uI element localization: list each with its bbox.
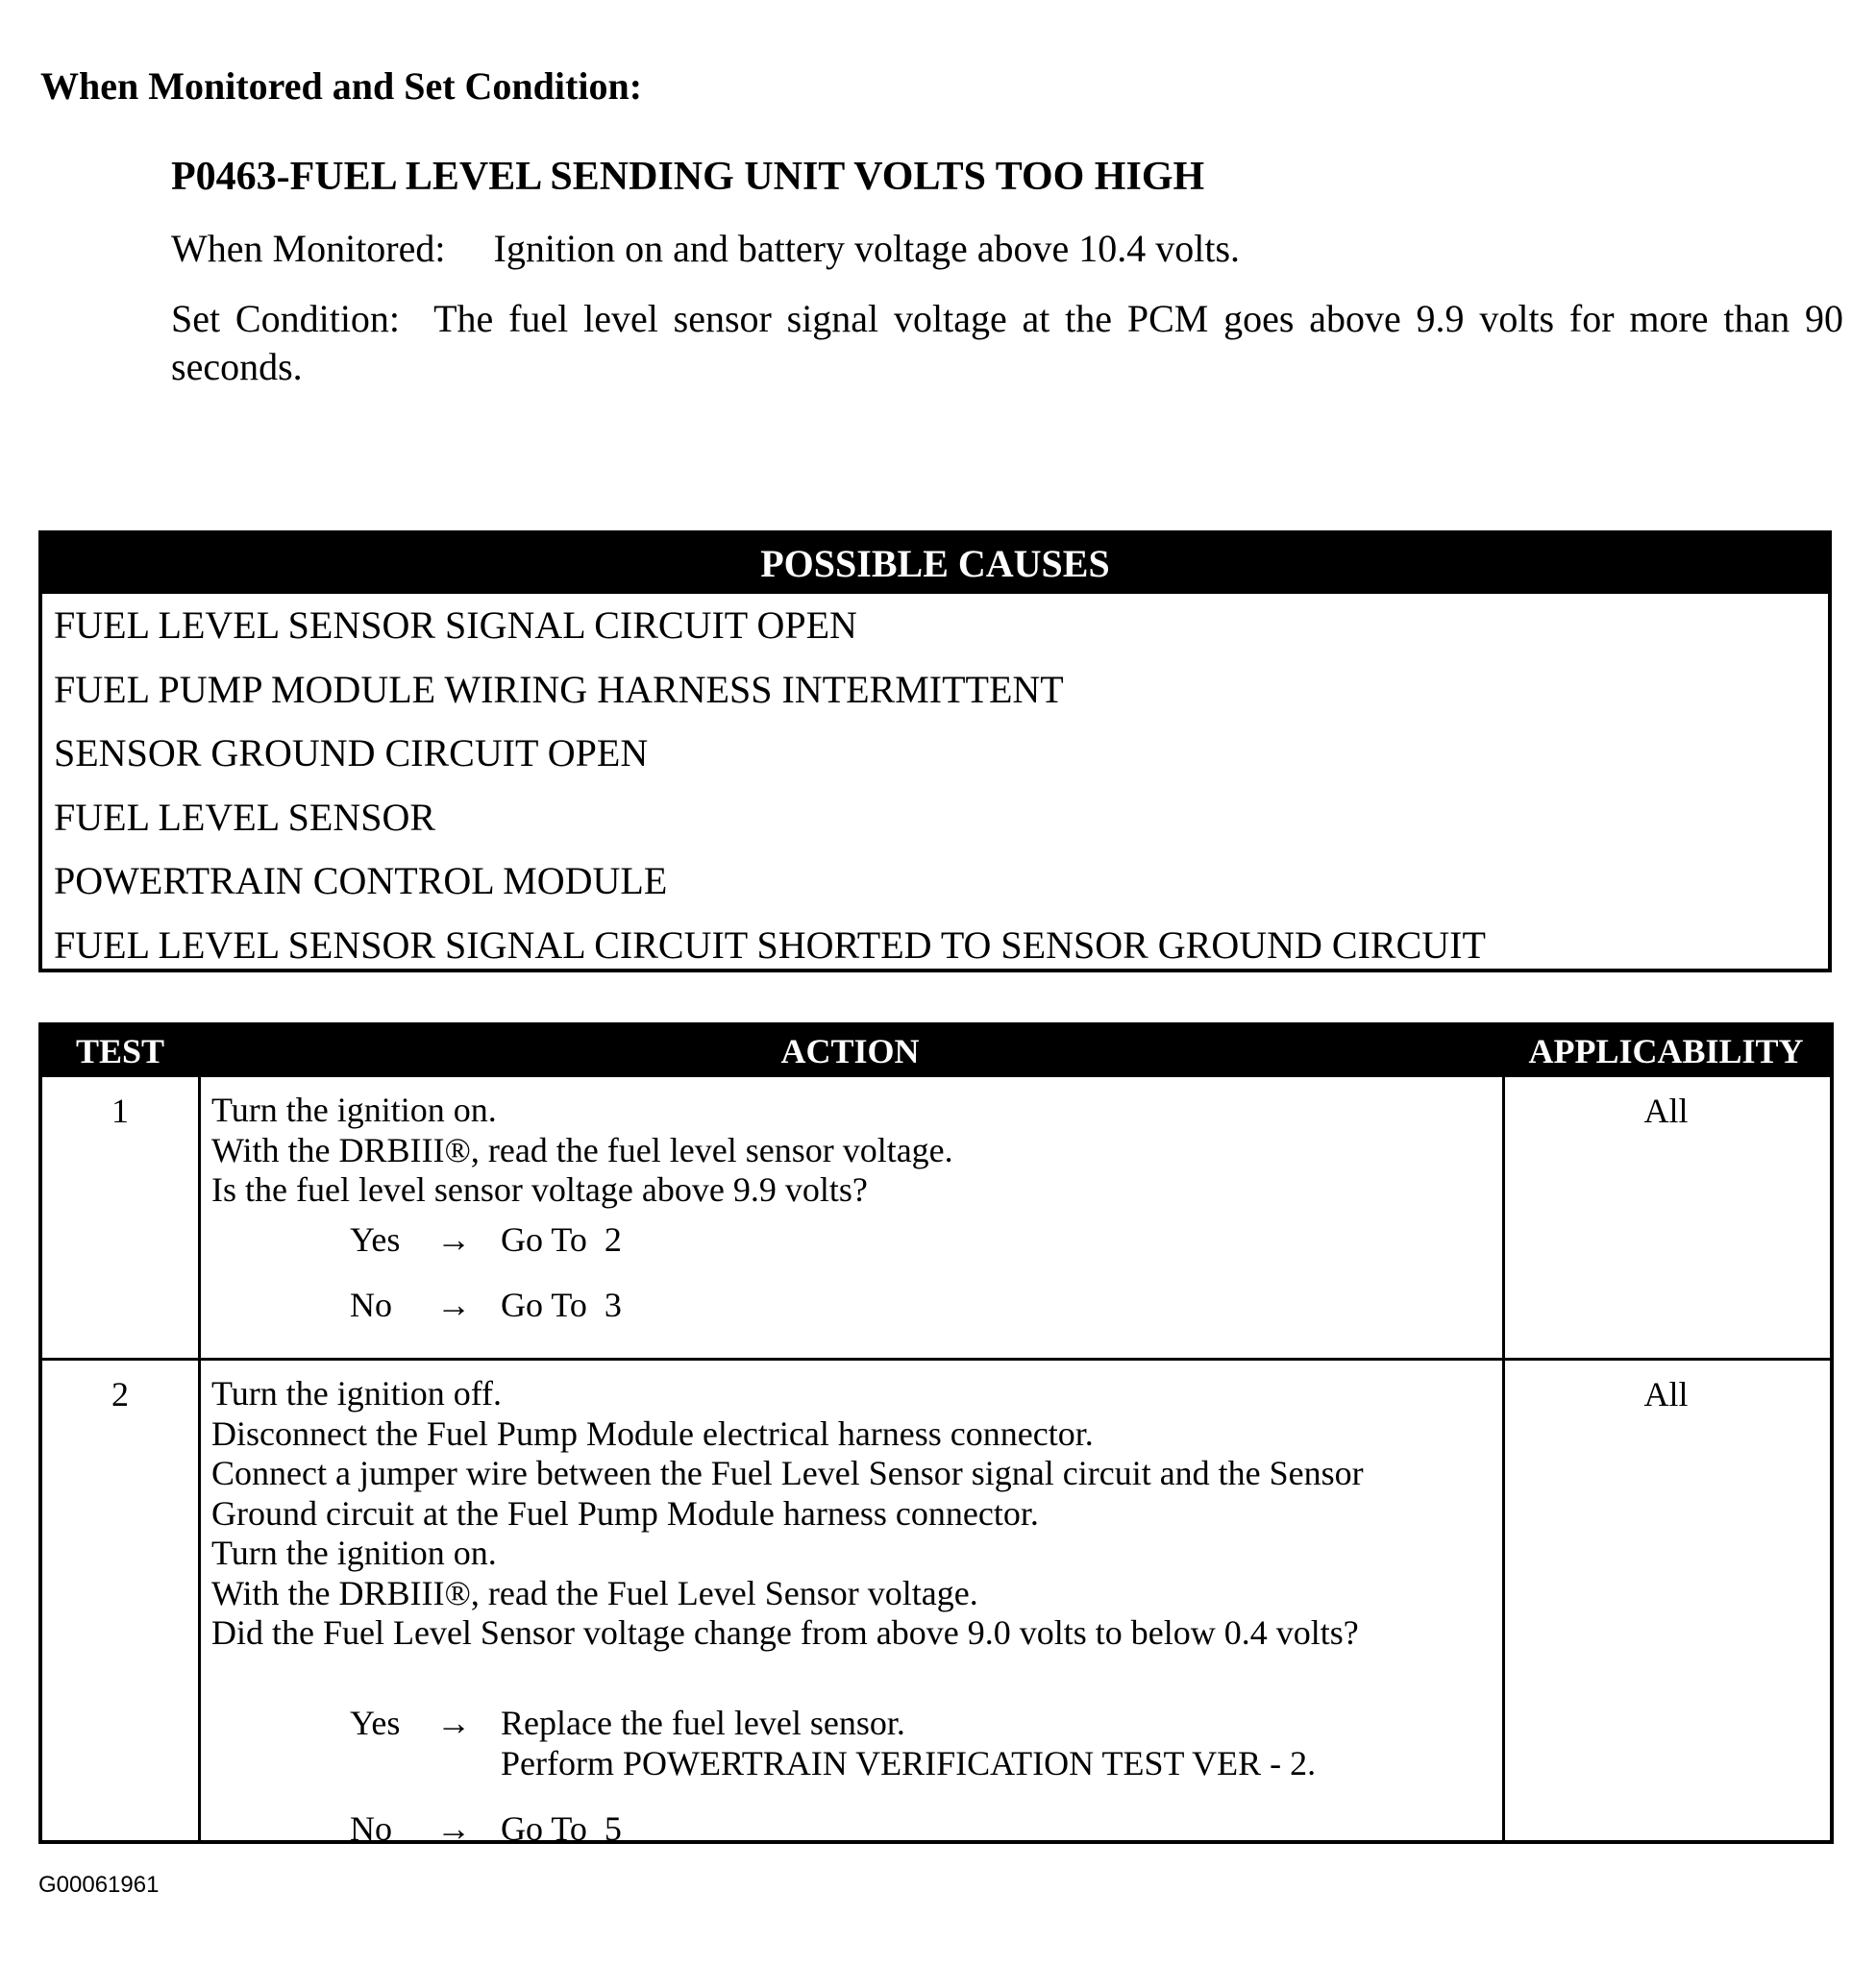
possible-causes-box [38, 530, 1832, 972]
cause-item: FUEL LEVEL SENSOR [54, 795, 436, 839]
branch-answer: Yes [350, 1220, 401, 1259]
applicability: All [1643, 1375, 1689, 1413]
cause-item: FUEL PUMP MODULE WIRING HARNESS INTERMITTENT [54, 667, 1064, 711]
branch-answer: No [350, 1286, 392, 1324]
when-monitored-label: When Monitored: [171, 227, 446, 270]
action-line: Disconnect the Fuel Pump Module electrical harness connector. [211, 1413, 1094, 1453]
when-monitored-text: Ignition on and battery voltage above 10.4 volts. [493, 227, 1241, 270]
action-text [211, 1374, 1499, 1654]
action-line: Did the Fuel Level Sensor voltage change from above 9.0 volts to below 0.4 volts? [211, 1613, 1359, 1652]
test-number: 2 [111, 1375, 129, 1413]
branch-result: Go To 3 [501, 1286, 622, 1324]
action-text [211, 1091, 1499, 1211]
arrow-icon: → [436, 1704, 471, 1742]
action-line: Is the fuel level sensor voltage above 9.9 volts? [211, 1170, 868, 1209]
when-monitored [171, 226, 1240, 271]
cause-item: FUEL LEVEL SENSOR SIGNAL CIRCUIT OPEN [54, 603, 857, 647]
action-line: Turn the ignition off. [211, 1374, 503, 1413]
figure-id: G00061961 [38, 1872, 160, 1898]
table-row [42, 1361, 1830, 1848]
branch-result: Go To 2 [501, 1220, 622, 1259]
table-row [42, 1077, 1830, 1358]
dtc-title: P0463-FUEL LEVEL SENDING UNIT VOLTS TOO HIGH [171, 155, 1205, 199]
branch-result: Go To 5 [501, 1809, 622, 1848]
arrow-icon: → [436, 1220, 471, 1259]
branch-answer: Yes [350, 1704, 401, 1742]
test-table-header [42, 1026, 1830, 1077]
section-heading: When Monitored and Set Condition: [40, 64, 643, 108]
set-condition-label: Set Condition: [171, 297, 401, 340]
action-line: Turn the ignition on. [211, 1534, 497, 1572]
action-line: Ground circuit at the Fuel Pump Module harness connector. [211, 1493, 1039, 1533]
set-condition [171, 295, 1843, 391]
header-applicability: APPLICABILITY [1528, 1032, 1804, 1070]
header-action: ACTION [780, 1032, 920, 1070]
action-line: Connect a jumper wire between the Fuel Level Sensor signal circuit and the Sensor [211, 1454, 1364, 1492]
branch-result: Replace the fuel level sensor. [501, 1704, 905, 1742]
action-line: With the DRBIII®, read the fuel level sensor voltage. [211, 1130, 953, 1169]
action-line: Turn the ignition on. [211, 1091, 497, 1129]
action-line: With the DRBIII®, read the Fuel Level Sensor voltage. [211, 1573, 978, 1612]
branch-result-line2: Perform POWERTRAIN VERIFICATION TEST VER - 2. [501, 1744, 1317, 1782]
branch-answer: No [350, 1809, 392, 1848]
cause-item: POWERTRAIN CONTROL MODULE [54, 859, 668, 902]
possible-causes-header: POSSIBLE CAUSES [42, 534, 1828, 594]
arrow-icon: → [436, 1809, 471, 1848]
header-test: TEST [75, 1032, 165, 1070]
cause-item: FUEL LEVEL SENSOR SIGNAL CIRCUIT SHORTED TO SENSOR GROUND CIRCUIT [54, 922, 1486, 967]
arrow-icon: → [436, 1286, 471, 1324]
test-table [38, 1022, 1834, 1848]
cause-item: SENSOR GROUND CIRCUIT OPEN [54, 731, 649, 774]
test-number: 1 [111, 1092, 129, 1130]
applicability: All [1643, 1092, 1689, 1130]
set-condition-text: The fuel level sensor signal voltage at the PCM goes above 9.9 volts for more than 90 seconds. [171, 297, 1844, 388]
